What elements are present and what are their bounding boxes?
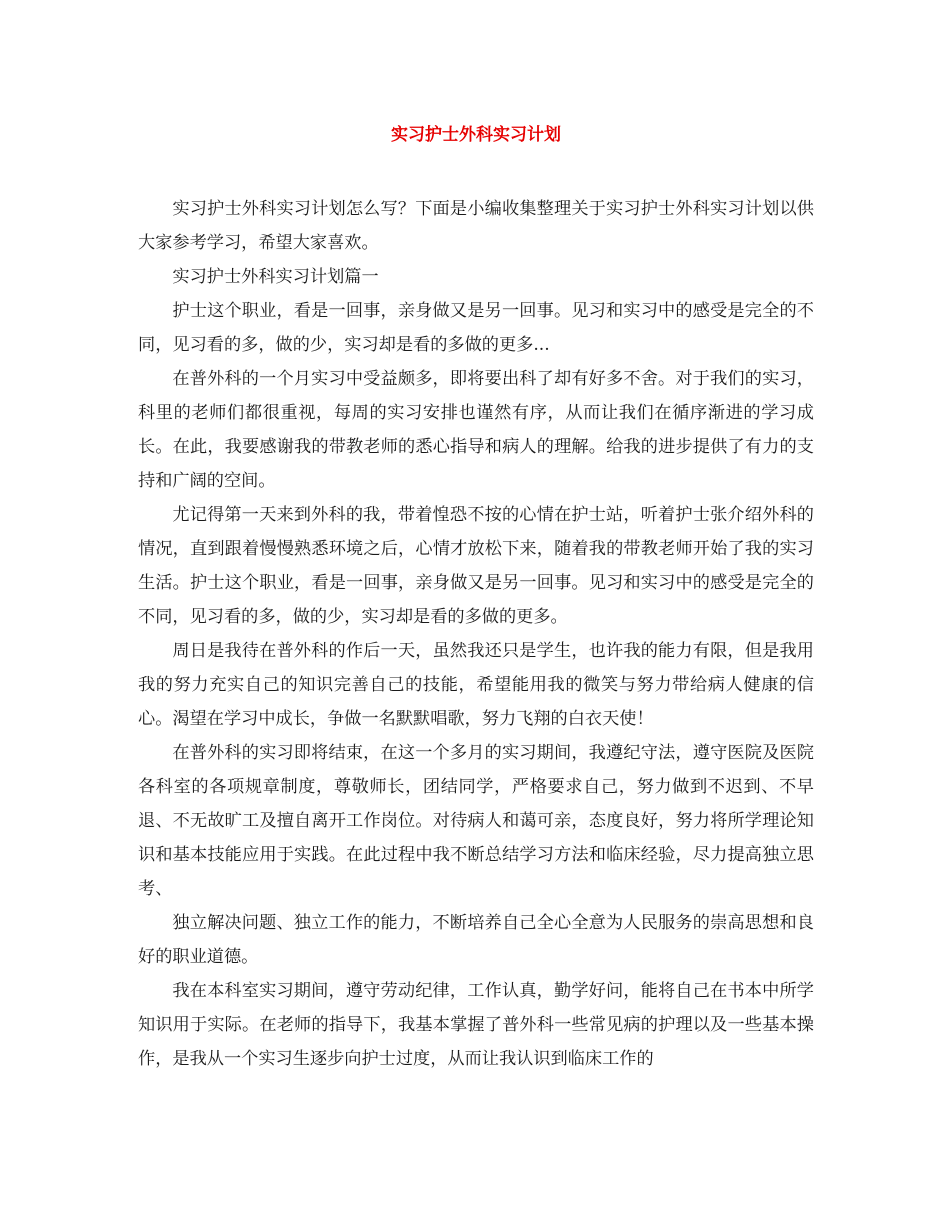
body-paragraph: 在普外科的实习即将结束，在这一个多月的实习期间，我遵纪守法，遵守医院及医院各科室的各项规章制度，尊敬师长，团结同学，严格要求自己，努力做到不迟到、不早退、不无故旷工及擅自离开工作岗位。对待病人和蔼可亲，态度良好，努力将所学理论知识和基本技能应用于实践。在此过程中我不断总结学习方法和临床经验，尽力提高独立思考、 xyxy=(138,743,814,899)
body-paragraph: 在普外科的一个月实习中受益颇多，即将要出科了却有好多不舍。对于我们的实习，科里的老师们都很重视，每周的实习安排也谨然有序，从而让我们在循序渐进的学习成长。在此，我要感谢我的带教老师的悉心指导和病人的理解。给我的进步提供了有力的支持和广阔的空间。 xyxy=(138,369,814,491)
body-paragraph: 我在本科室实习期间，遵守劳动纪律，工作认真，勤学好问，能将自己在书本中所学知识用于实际。在老师的指导下，我基本掌握了普外科一些常见病的护理以及一些基本操作，是我从一个实习生逐步向护士过度，从而让我认识到临床工作的 xyxy=(138,981,814,1069)
body-paragraph: 护士这个职业，看是一回事，亲身做又是另一回事。见习和实习中的感受是完全的不同，见习看的多，做的少，实习却是看的多做的更多... xyxy=(138,301,814,355)
document-title: 实习护士外科实习计划 xyxy=(391,125,561,145)
section-heading: 实习护士外科实习计划篇一 xyxy=(172,267,379,287)
intro-paragraph: 实习护士外科实习计划怎么写？下面是小编收集整理关于实习护士外科实习计划以供大家参考学习，希望大家喜欢。 xyxy=(138,199,814,253)
body-paragraph: 独立解决问题、独立工作的能力，不断培养自己全心全意为人民服务的崇高思想和良好的职业道德。 xyxy=(138,913,814,967)
document-page xyxy=(138,118,814,1076)
body-paragraph: 周日是我待在普外科的作后一天，虽然我还只是学生，也许我的能力有限，但是我用我的努力充实自己的知识完善自己的技能，希望能用我的微笑与努力带给病人健康的信心。渴望在学习中成长，争做一名默默唱歌，努力飞翔的白衣天使！ xyxy=(138,641,814,729)
document-body xyxy=(138,192,814,1076)
body-paragraph: 尤记得第一天来到外科的我，带着惶恐不按的心情在护士站，听着护士张介绍外科的情况，直到跟着慢慢熟悉环境之后，心情才放松下来，随着我的带教老师开始了我的实习生活。护士这个职业，看是一回事，亲身做又是另一回事。见习和实习中的感受是完全的不同，见习看的多，做的少，实习却是看的多做的更多。 xyxy=(138,505,814,627)
